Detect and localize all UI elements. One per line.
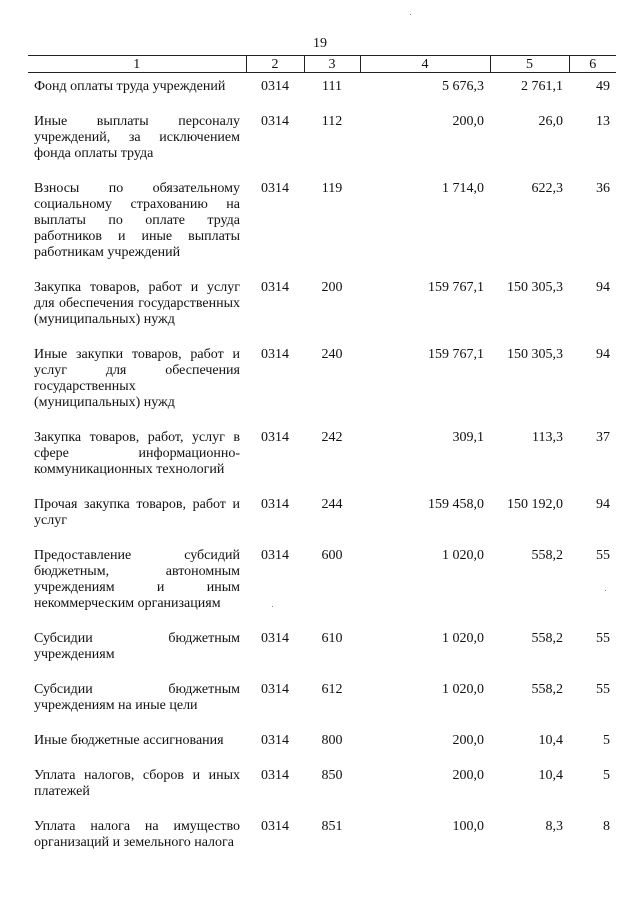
row-percent: 37 [596, 430, 610, 445]
table-row [28, 540, 616, 623]
row-planned-amount: 1 020,0 [442, 631, 484, 646]
row-percent: 94 [596, 280, 610, 295]
row-percent: 5 [603, 768, 610, 783]
row-name: Закупка товаров, работ, услуг в сфере информационно-коммуникационных технологий [34, 430, 240, 477]
row-planned-amount: 100,0 [452, 819, 484, 834]
row-percent: 36 [596, 181, 610, 196]
row-actual-amount: 150 305,3 [507, 280, 563, 295]
row-percent: 94 [596, 347, 610, 362]
table-row [28, 272, 616, 339]
row-expense-type-code: 851 [321, 819, 343, 834]
row-section-code: 0314 [261, 280, 289, 295]
row-expense-type-code: 244 [321, 497, 343, 512]
row-planned-amount: 5 676,3 [442, 79, 484, 94]
row-expense-type-code: 111 [322, 79, 342, 94]
row-actual-amount: 113,3 [532, 430, 563, 445]
table-row [28, 489, 616, 540]
row-actual-amount: 2 761,1 [521, 79, 563, 94]
row-name: Иные бюджетные ассигнования [34, 733, 224, 748]
row-expense-type-code: 119 [321, 181, 343, 196]
row-actual-amount: 26,0 [538, 114, 563, 129]
scan-artifact [272, 606, 273, 607]
row-name: Иные выплаты персоналу учреждений, за исключением фонда оплаты труда [34, 114, 240, 161]
row-expense-type-code: 800 [321, 733, 343, 748]
row-actual-amount: 622,3 [531, 181, 563, 196]
row-actual-amount: 10,4 [538, 733, 563, 748]
table-row [28, 811, 616, 862]
header-row [28, 56, 616, 73]
header-col-5: 5 [490, 56, 569, 73]
row-section-code: 0314 [261, 819, 289, 834]
header-col-6: 6 [569, 56, 616, 73]
row-section-code: 0314 [261, 181, 289, 196]
row-section-code: 0314 [261, 768, 289, 783]
row-expense-type-code: 200 [321, 280, 343, 295]
row-expense-type-code: 242 [321, 430, 343, 445]
row-actual-amount: 558,2 [531, 682, 563, 697]
row-planned-amount: 1 020,0 [442, 682, 484, 697]
row-actual-amount: 558,2 [531, 631, 563, 646]
row-section-code: 0314 [261, 682, 289, 697]
row-actual-amount: 8,3 [545, 819, 563, 834]
scan-artifact [605, 590, 606, 591]
row-percent: 49 [596, 79, 610, 94]
table-row [28, 623, 616, 674]
row-section-code: 0314 [261, 497, 289, 512]
row-planned-amount: 159 767,1 [428, 280, 484, 295]
table-row [28, 73, 616, 107]
row-name: Уплата налога на имущество организаций и земельного налога [34, 819, 240, 850]
row-name: Уплата налогов, сборов и иных платежей [34, 768, 240, 799]
row-percent: 8 [603, 819, 610, 834]
row-section-code: 0314 [261, 79, 289, 94]
row-actual-amount: 10,4 [538, 768, 563, 783]
header-col-3: 3 [304, 56, 360, 73]
row-section-code: 0314 [261, 430, 289, 445]
row-percent: 55 [596, 548, 610, 563]
row-percent: 55 [596, 682, 610, 697]
row-name: Субсидии бюджетным учреждениям [34, 631, 240, 662]
row-actual-amount: 150 192,0 [507, 497, 563, 512]
page-number: 19 [313, 36, 327, 51]
row-section-code: 0314 [261, 114, 289, 129]
row-planned-amount: 1 714,0 [442, 181, 484, 196]
table-row [28, 760, 616, 811]
row-section-code: 0314 [261, 631, 289, 646]
row-expense-type-code: 610 [321, 631, 343, 646]
row-name: Субсидии бюджетным учреждениям на иные цели [34, 682, 240, 713]
header-col-1: 1 [28, 56, 246, 73]
row-actual-amount: 150 305,3 [507, 347, 563, 362]
row-name: Фонд оплаты труда учреждений [34, 79, 226, 94]
row-expense-type-code: 612 [321, 682, 343, 697]
table-row [28, 173, 616, 272]
table-body [28, 73, 616, 863]
row-actual-amount: 558,2 [531, 548, 563, 563]
row-expense-type-code: 112 [321, 114, 343, 129]
table-row [28, 106, 616, 173]
row-expense-type-code: 240 [321, 347, 343, 362]
row-planned-amount: 159 767,1 [428, 347, 484, 362]
row-percent: 5 [603, 733, 610, 748]
row-section-code: 0314 [261, 548, 289, 563]
row-name: Иные закупки товаров, работ и услуг для обеспечения государственных (муниципальных) нужд [34, 347, 240, 410]
table-row [28, 674, 616, 725]
row-planned-amount: 200,0 [452, 733, 484, 748]
row-planned-amount: 159 458,0 [428, 497, 484, 512]
table-header [28, 56, 616, 73]
row-percent: 94 [596, 497, 610, 512]
row-name: Закупка товаров, работ и услуг для обеспечения государственных (муниципальных) нужд [34, 280, 240, 327]
row-planned-amount: 309,1 [452, 430, 484, 445]
table-row [28, 725, 616, 760]
row-planned-amount: 200,0 [452, 114, 484, 129]
row-percent: 13 [596, 114, 610, 129]
header-col-4: 4 [360, 56, 490, 73]
row-expense-type-code: 600 [321, 548, 343, 563]
row-name: Предоставление субсидий бюджетным, автономным учреждениям и иным некоммерческим организациям [34, 548, 240, 611]
row-expense-type-code: 850 [321, 768, 343, 783]
header-col-2: 2 [246, 56, 304, 73]
row-planned-amount: 1 020,0 [442, 548, 484, 563]
table-row [28, 339, 616, 422]
row-section-code: 0314 [261, 733, 289, 748]
budget-table [28, 55, 616, 862]
row-planned-amount: 200,0 [452, 768, 484, 783]
row-name: Взносы по обязательному социальному страхованию на выплаты по оплате труда работников и иные выплаты работникам учреждений [34, 181, 240, 260]
table-row [28, 422, 616, 489]
row-section-code: 0314 [261, 347, 289, 362]
row-name: Прочая закупка товаров, работ и услуг [34, 497, 240, 528]
row-percent: 55 [596, 631, 610, 646]
scan-artifact [410, 14, 411, 15]
